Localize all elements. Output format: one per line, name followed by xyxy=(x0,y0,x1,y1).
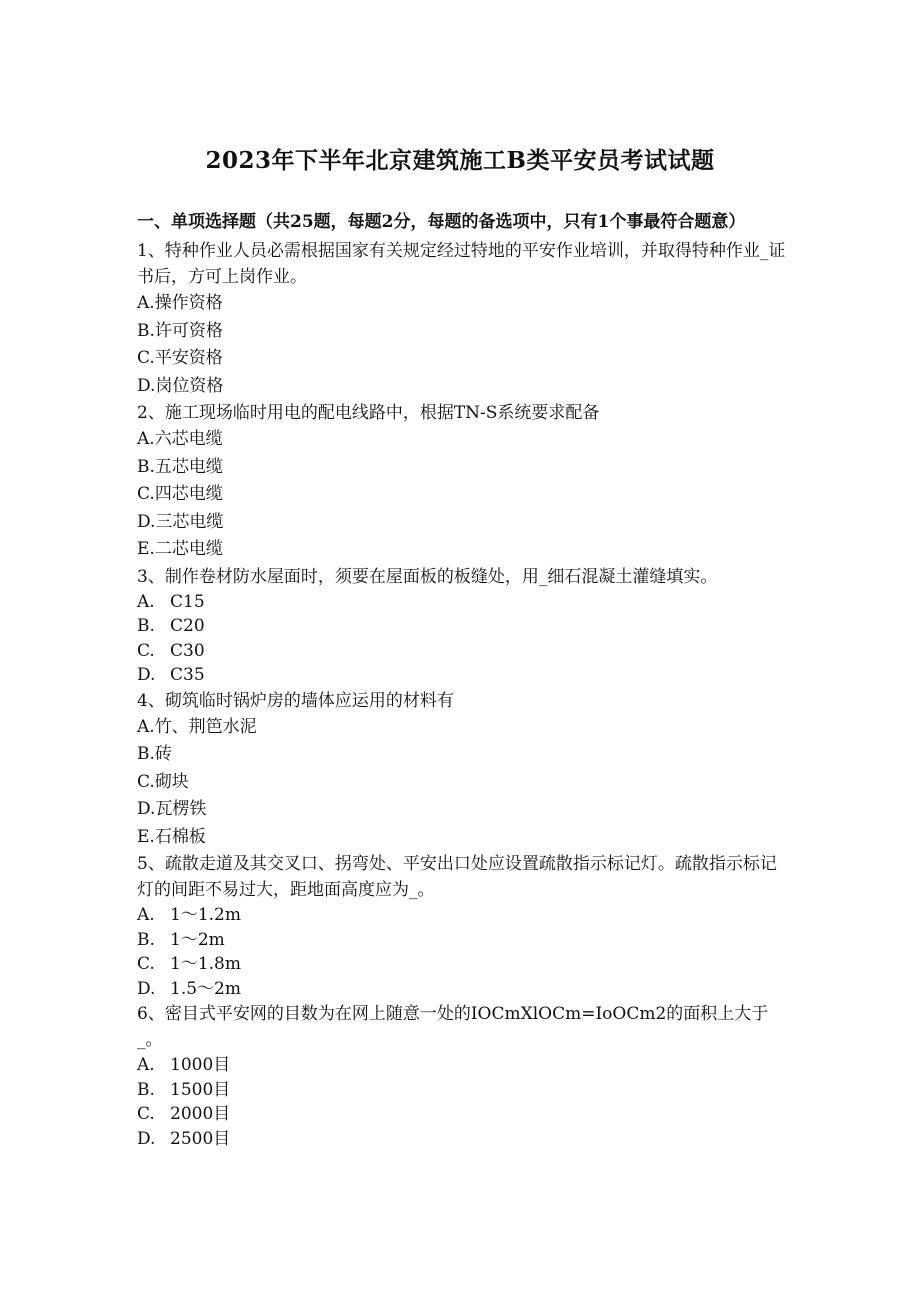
answer-option xyxy=(137,426,787,454)
option-label: D. xyxy=(137,978,156,999)
option-label: D. xyxy=(137,665,156,685)
answer-option xyxy=(137,1053,787,1078)
option-text: C15 xyxy=(170,591,205,612)
question-block xyxy=(137,564,787,688)
option-label: D. xyxy=(137,511,156,532)
question-block xyxy=(137,851,787,1001)
question-text: 4、砌筑临时锅炉房的墙体应运用的材料有 xyxy=(137,690,454,711)
option-text: C35 xyxy=(170,665,205,685)
option-label: D. xyxy=(137,1128,156,1149)
option-text: 岗位资格 xyxy=(155,375,224,396)
option-label: C. xyxy=(137,484,155,504)
answer-option xyxy=(137,663,787,688)
answer-option xyxy=(137,796,787,824)
option-label: A. xyxy=(137,293,155,313)
answer-option xyxy=(137,928,787,953)
answer-option xyxy=(137,952,787,977)
option-text: 1～1.8m xyxy=(170,954,241,974)
option-label: D. xyxy=(137,799,156,819)
question-block xyxy=(137,1001,787,1151)
answer-option xyxy=(137,590,787,615)
question-block xyxy=(137,400,787,564)
question-text: 2、施工现场临时用电的配电线路中，根据TN-S系统要求配备 xyxy=(137,403,600,423)
option-label: A. xyxy=(137,429,155,449)
option-label: C. xyxy=(137,640,155,661)
answer-option xyxy=(137,318,787,346)
answer-option xyxy=(137,1102,787,1127)
option-label: A. xyxy=(137,591,155,612)
option-text: 2000目 xyxy=(170,1104,231,1124)
option-label: E. xyxy=(137,826,155,847)
option-label: C. xyxy=(137,771,155,792)
answer-option xyxy=(137,903,787,928)
answer-option xyxy=(137,345,787,373)
option-label: B. xyxy=(137,929,155,950)
answer-option xyxy=(137,481,787,509)
answer-option xyxy=(137,454,787,482)
question-block xyxy=(137,688,787,852)
answer-option xyxy=(137,509,787,537)
question-text: 6、密目式平安网的目数为在网上随意一处的IOCmXlOCm=IoOCm2的面积上大于_。 xyxy=(137,1004,769,1050)
answer-option xyxy=(137,290,787,318)
question-text: 3、制作卷材防水屋面时，须要在屋面板的板缝处，用_细石混凝土灌缝填实。 xyxy=(137,566,718,587)
option-label: B. xyxy=(137,456,155,477)
answer-option xyxy=(137,536,787,564)
option-text: 二芯电缆 xyxy=(154,539,223,559)
option-text: 砖 xyxy=(154,744,172,764)
option-text: 1.5～2m xyxy=(170,978,241,999)
option-text: 四芯电缆 xyxy=(154,484,223,504)
option-text: 石棉板 xyxy=(154,826,206,847)
document-body xyxy=(137,209,787,1151)
option-label: E. xyxy=(137,539,155,559)
option-text: 砌块 xyxy=(154,771,189,792)
option-label: A. xyxy=(137,905,155,925)
option-label: B. xyxy=(137,744,155,764)
option-text: 1～2m xyxy=(170,929,225,950)
option-text: 1500目 xyxy=(170,1079,231,1100)
option-text: C20 xyxy=(170,616,205,636)
option-label: B. xyxy=(137,1079,155,1100)
option-label: A. xyxy=(137,716,155,737)
option-label: C. xyxy=(137,348,155,368)
answer-option xyxy=(137,1078,787,1103)
option-text: 瓦楞铁 xyxy=(155,799,207,819)
answer-option xyxy=(137,741,787,769)
option-label: B. xyxy=(137,320,155,341)
answer-option xyxy=(137,714,787,742)
option-text: 2500目 xyxy=(170,1128,231,1149)
option-label: C. xyxy=(137,1104,155,1124)
question-text: 5、疏散走道及其交叉口、拐弯处、平安出口处应设置疏散指示标记灯。疏散指示标记灯的间距不易过大，距地面高度应为_。 xyxy=(137,854,777,900)
option-text: 五芯电缆 xyxy=(154,456,223,477)
option-text: 三芯电缆 xyxy=(155,511,224,532)
answer-option xyxy=(137,614,787,639)
option-text: C30 xyxy=(170,640,205,661)
option-label: C. xyxy=(137,954,155,974)
answer-option xyxy=(137,639,787,664)
answer-option xyxy=(137,977,787,1002)
option-text: 竹、荆笆水泥 xyxy=(154,716,257,737)
option-text: 1000目 xyxy=(170,1055,231,1075)
option-label: D. xyxy=(137,375,156,396)
option-text: 操作资格 xyxy=(154,293,223,313)
option-text: 平安资格 xyxy=(154,348,223,368)
option-text: 六芯电缆 xyxy=(154,429,223,449)
question-block xyxy=(137,238,787,400)
answer-option xyxy=(137,769,787,797)
option-text: 许可资格 xyxy=(154,320,223,341)
section-heading: 一、单项选择题（共25题，每题2分，每题的备选项中，只有1个事最符合题意） xyxy=(137,212,746,232)
page-title: 2023年下半年北京建筑施工B类平安员考试试题 xyxy=(205,147,715,174)
option-label: B. xyxy=(137,616,155,636)
answer-option xyxy=(137,373,787,401)
option-label: A. xyxy=(137,1055,155,1075)
option-text: 1～1.2m xyxy=(170,905,241,925)
answer-option xyxy=(137,824,787,852)
answer-option xyxy=(137,1127,787,1152)
question-text: 1、特种作业人员必需根据国家有关规定经过特地的平安作业培训，并取得特种作业_证书后，方可上岗作业。 xyxy=(137,241,786,287)
question-list xyxy=(137,238,787,1151)
